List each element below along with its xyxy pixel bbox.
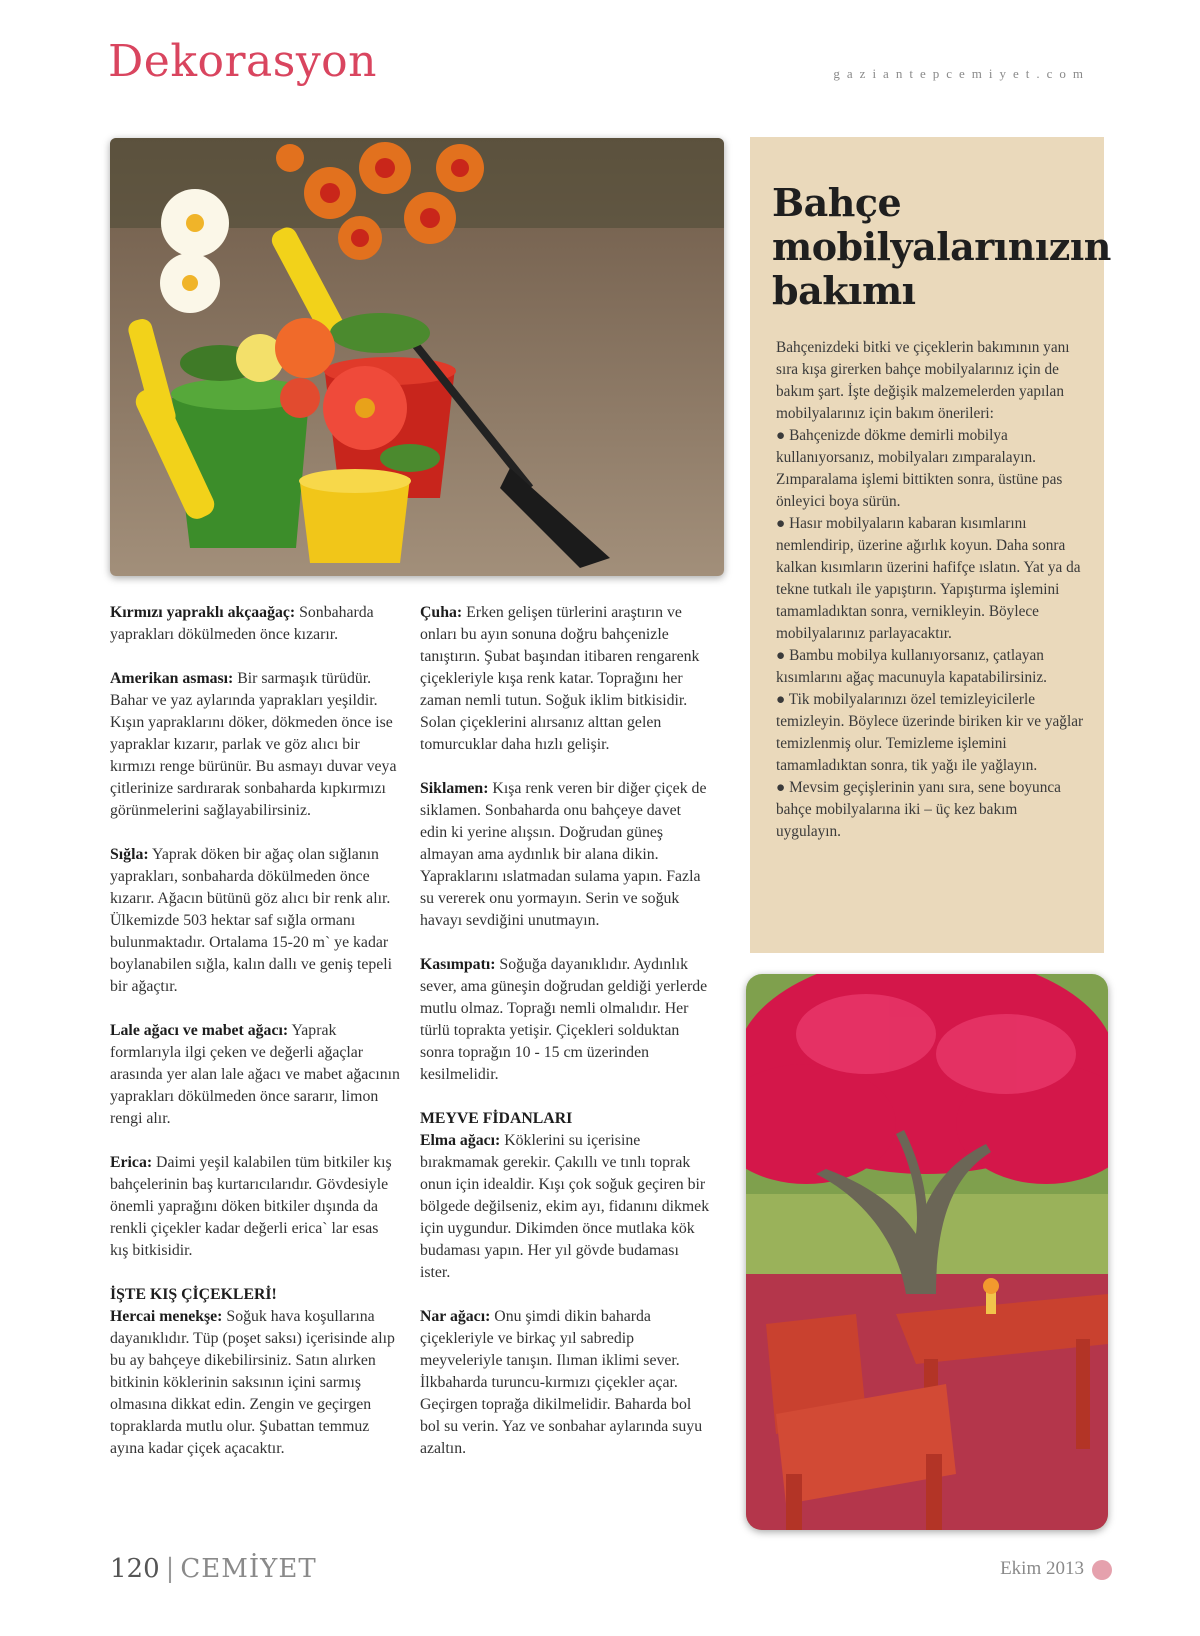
- article-paragraph: [420, 778, 712, 932]
- article-column-1: [110, 602, 400, 1482]
- term-text: Erken gelişen türlerini araştırın ve onları bu ayın sonuna doğru bahçenizle tanıştırın. Şubat başından itibaren rengarenk çiçekleriyle kışa renk katar. Toprağını her zaman nemli tutun. Soğuk iklim bitkisidir. Solan çiçeklerini alırsanız alttan gelen tomurcuklar daha hızlı gelişir.: [420, 604, 700, 753]
- sidebar-paragraph: ● Bambu mobilya kullanıyorsanız, çatlayan kısımlarını ağaç macunuyla kapatabilirsiniz.: [776, 647, 1048, 686]
- site-url: gaziantepcemiyet.com: [833, 66, 1090, 81]
- term: Erica:: [110, 1154, 153, 1171]
- footer-folio: [110, 1554, 317, 1584]
- sidebar-paragraph: Bahçenizdeki bitki ve çiçeklerin bakımının yanı sıra kışa girerken bahçe mobilyalarınız için de bakım şart. İşte değişik malzemelerden yapılan mobilyalarınız için bakım önerileri:: [776, 339, 1070, 422]
- term-text: Soğuğa dayanıklıdır. Aydınlık sever, ama güneşin doğrudan geldiği yerlerde mutlu olmaz. Toprağı nemli olmalıdır. Her türlü toprakta yetişir. Çiçekleri solduktan sonra toprağın 10 - 15 cm üzerinden kesilmelidir.: [420, 956, 708, 1083]
- term-text: Onu şimdi dikin baharda çiçekleriyle ve birkaç yıl sabredip meyveleriyle tanışın. Ilıman iklimi sever. İlkbaharda turuncu-kırmızı çiçekler açar. Geçirgen toprağa dikilmelidir. Baharda bol bol su verin. Yaz ve sonbahar aylarında suyu azaltın.: [420, 1308, 703, 1457]
- article-paragraph: [420, 954, 712, 1086]
- article-paragraph: [420, 1306, 712, 1460]
- article-paragraph: [110, 1020, 400, 1130]
- term-text: Kışa renk veren bir diğer çiçek de siklamen. Sonbaharda onu bahçeye davet edin ki yerine alışsın. Doğrudan güneş almayan ama aydınlık bir alana dikin. Yapraklarını ıslatmadan sulama yapın. Fazla su vererek onu yormayın. Serin ve soğuk havayı sevdiğini unutmayın.: [420, 780, 707, 929]
- sidebar-title: Bahçe mobilyalarınızın bakımı: [772, 180, 1111, 313]
- article-column-2: [420, 602, 712, 1482]
- term: Kırmızı yapraklı akçaağaç:: [110, 604, 296, 621]
- term-text: Yaprak döken bir ağaç olan sığlanın yaprakları, sonbaharda dökülmeden önce kızarır. Ağacın bütünü göz alıcı bir renk alır. Ülkemizde 503 hektar saf sığla ormanı bulunmaktadır. Ortalama 15-20 m` ye kadar boylanabilen sığla, kalın dallı ve geniş tepeli bir ağaçtır.: [110, 846, 393, 995]
- sidebar-body: [776, 337, 1086, 843]
- decorative-dot: [1092, 1560, 1112, 1580]
- term: Kasımpatı:: [420, 956, 496, 973]
- term: Sığla:: [110, 846, 149, 863]
- term-text: Bir sarmaşık türüdür. Bahar ve yaz aylarında yaprakları yeşildir. Kışın yapraklarını döker, dökmeden önce ise yapraklar kızarır, parlak ve göz alıcı bir kırmızı renge bürünür. Bu asmayı duvar veya çitlerinize sardırarak sonbaharda kıpkırmızı görünmelerini sağlayabilirsiniz.: [110, 670, 397, 819]
- term: Lale ağacı ve mabet ağacı:: [110, 1022, 289, 1039]
- term: Çuha:: [420, 604, 463, 621]
- article-paragraph: [110, 668, 400, 822]
- article-paragraph: [110, 1306, 400, 1460]
- sidebar-paragraph: ● Mevsim geçişlerinin yanı sıra, sene boyunca bahçe mobilyalarına iki – üç kez bakım uygulayın.: [776, 779, 1061, 840]
- article-paragraph: [110, 844, 400, 998]
- folio-separator: |: [165, 1554, 175, 1584]
- term: Hercai menekşe:: [110, 1308, 223, 1325]
- magazine-name: CEMİYET: [180, 1554, 317, 1584]
- article-paragraph: [420, 1130, 712, 1284]
- article-paragraph: [110, 1152, 400, 1262]
- issue-date: Ekim 2013: [1000, 1558, 1084, 1579]
- term-text: Daimi yeşil kalabilen tüm bitkiler kış bahçelerinin baş kurtarıcılarıdır. Gövdesiyle önemli yaprağını döken bitkiler dışında da renkli çiçekler kadar değerli erica` lar esas kış bitkisidir.: [110, 1154, 392, 1259]
- sidebar-paragraph: ● Hasır mobilyaların kabaran kısımlarını nemlendirip, üzerine ağırlık koyun. Daha sonra kalkan kısımların üzerini hafifçe ıslatın. Yat ya da tekne tutkalı ile yapıştırın. Yapıştırma işlemini tamamladıktan sonra, vernikleyin. Böylece mobilyalarınız parlayacaktır.: [776, 515, 1081, 642]
- sidebar-paragraph: ● Bahçenizde dökme demirli mobilya kullanıyorsanız, mobilyaları zımparalayın. Zımparalama işlemi bittikten sonra, üstüne pas önleyici boya sürün.: [776, 427, 1063, 510]
- term-text: Köklerini su içerisine bırakmamak gerekir. Çakıllı ve tınlı toprak onun için idealdir. Kışı çok soğuk geçiren bir bölgede değilseniz, ekim ayı, fidanını dikmek için uygundur. Dikimden önce mutlaka kök budaması yapın. Her yıl gövde budaması ister.: [420, 1132, 710, 1281]
- section-title: Dekorasyon: [108, 36, 377, 87]
- term-text: Sonbaharda yaprakları dökülmeden önce kızarır.: [110, 604, 374, 643]
- sidebar-box: [750, 137, 1111, 953]
- term: Siklamen:: [420, 780, 489, 797]
- term: Amerikan asması:: [110, 670, 234, 687]
- subheading: İŞTE KIŞ ÇİÇEKLERİ!: [110, 1286, 277, 1303]
- article-paragraph: [420, 602, 712, 756]
- term: Elma ağacı:: [420, 1132, 501, 1149]
- page-number: 120: [110, 1554, 160, 1584]
- article-paragraph: [110, 602, 400, 646]
- garden-furniture-photo: [746, 974, 1108, 1530]
- garden-flowers-photo: [110, 138, 724, 576]
- term: Nar ağacı:: [420, 1308, 491, 1325]
- subheading: MEYVE FİDANLARI: [420, 1110, 573, 1127]
- term-text: Yaprak formlarıyla ilgi çeken ve değerli ağaçlar arasında yer alan lale ağacı ve mabet ağacının yaprakları dökülmeden önce sararır, limon rengi alır.: [110, 1022, 400, 1127]
- term-text: Soğuk hava koşullarına dayanıklıdır. Tüp (poşet saksı) içerisinde alıp bu ay bahçeye dikebilirsiniz. Satın alırken bitkinin köklerinin saksının içini sarmış olmasına dikkat edin. Zengin ve geçirgen topraklarda mutlu olur. Şubattan temmuz ayına kadar çiçek açacaktır.: [110, 1308, 395, 1457]
- sidebar-paragraph: ● Tik mobilyalarınızı özel temizleyicilerle temizleyin. Böylece üzerinde biriken kir ve yağlar temizlenmiş olur. Temizleme işlemini tamamladıktan sonra, tik yağı ile yağlayın.: [776, 691, 1084, 774]
